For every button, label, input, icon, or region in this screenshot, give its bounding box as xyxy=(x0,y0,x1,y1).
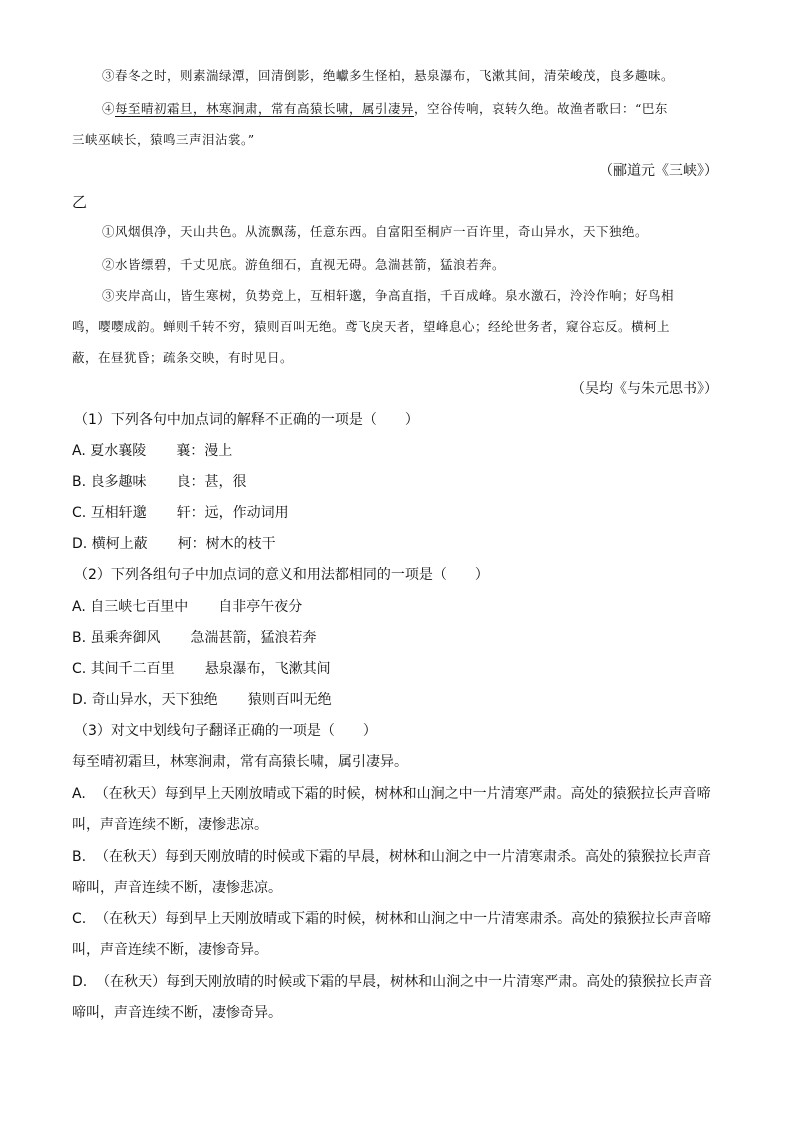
jia-paragraph-4-line-2: 三峡巫峡长，猿鸣三声泪沾裳。” xyxy=(72,132,255,147)
q2-option-a: A. 自三峡七百里中 自非亭午夜分 xyxy=(72,599,303,615)
q2-option-b: B. 虽乘奔御风 急湍甚箭，猛浪若奔 xyxy=(72,630,317,646)
yi-paragraph-2: ②水皆缥碧，千丈见底。游鱼细石，直视无碍。急湍甚箭，猛浪若奔。 xyxy=(102,257,506,272)
q3-option-a-line-1: A. （在秋天）每到早上天刚放晴或下霜的时候，树林和山涧之中一片清寒严肃。高处的猿猴拉长声音啼 xyxy=(72,786,711,802)
q3-option-c-line-2: 叫，声音连续不断，凄惨奇异。 xyxy=(72,942,268,958)
paragraph-text: ，空谷传响，哀转久绝。故渔者歌曰：“巴东 xyxy=(414,101,668,116)
yi-paragraph-3-line-3: 蔽，在昼犹昏；疏条交映，有时见日。 xyxy=(72,350,294,365)
jia-source: （郦道元《三峡》） xyxy=(599,163,718,179)
q3-option-d-line-2: 啼叫，声音连续不断，凄惨奇异。 xyxy=(72,1005,282,1021)
q1-option-a: A. 夏水襄陵 襄：漫上 xyxy=(72,443,233,459)
q1-option-d: D. 横柯上蔽 柯：树木的枝干 xyxy=(72,536,276,552)
yi-paragraph-3-line-2: 鸣，嘤嘤成韵。蝉则千转不穷，猿则百叫无绝。鸢飞戾天者，望峰息心；经纶世务者，窥谷忘反。横柯上 xyxy=(72,319,671,334)
yi-paragraph-1: ①风烟俱净，天山共色。从流飘荡，任意东西。自富阳至桐庐一百许里，奇山异水，天下独绝。 xyxy=(102,224,649,239)
q2-option-c: C. 其间千二百里 悬泉瀑布，飞漱其间 xyxy=(72,661,331,677)
q3-option-d-line-1: D. （在秋天）每到天刚放晴的时候或下霜的早晨，树林和山涧之中一片清寒严肃。高处的猿猴拉长声音 xyxy=(72,974,713,990)
q3-option-b-line-1: B. （在秋天）每到天刚放晴的时候或下霜的早晨，树林和山涧之中一片清寒肃杀。高处的猿猴拉长声音 xyxy=(72,849,711,865)
yi-label: 乙 xyxy=(72,193,88,211)
q2-option-d: D. 奇山异水，天下独绝 猿则百叫无绝 xyxy=(72,692,332,708)
yi-source: （吴均《与朱元思书》） xyxy=(571,381,718,397)
question-2-stem: （2）下列各组句子中加点词的意义和用法都相同的一项是（ ） xyxy=(74,567,489,583)
jia-paragraph-4 xyxy=(102,99,668,119)
question-1-stem: （1）下列各句中加点词的解释不正确的一项是（ ） xyxy=(74,412,419,428)
q1-option-b: B. 良多趣味 良：甚，很 xyxy=(72,474,247,490)
q1-option-c: C. 互相轩邈 轩：远，作动词用 xyxy=(72,505,289,521)
jia-paragraph-3: ③春冬之时，则素湍绿潭，回清倒影，绝巘多生怪柏，悬泉瀑布，飞漱其间，清荣峻茂，良多趣味。 xyxy=(102,68,675,83)
underlined-sentence: 每至晴初霜旦，林寒涧肃，常有高猿长啸，属引凄异 xyxy=(115,101,415,116)
yi-paragraph-3-line-1: ③夹岸高山，皆生寒树，负势竞上，互相轩邈，争高直指，千百成峰。泉水激石，泠泠作响；好鸟相 xyxy=(102,288,675,303)
question-3-stem: （3）对文中划线句子翻译正确的一项是（ ） xyxy=(74,723,377,739)
paragraph-number: ④ xyxy=(102,101,116,116)
q3-option-b-line-2: 啼叫，声音连续不断，凄惨悲凉。 xyxy=(72,880,282,896)
q3-option-c-line-1: C. （在秋天）每到早上天刚放晴或下霜的时候，树林和山涧之中一片清寒肃杀。高处的猿猴拉长声音啼 xyxy=(72,911,712,927)
q3-sentence: 每至晴初霜旦，林寒涧肃，常有高猿长啸，属引凄异。 xyxy=(72,754,408,770)
q3-option-a-line-2: 叫，声音连续不断，凄惨悲凉。 xyxy=(72,817,268,833)
